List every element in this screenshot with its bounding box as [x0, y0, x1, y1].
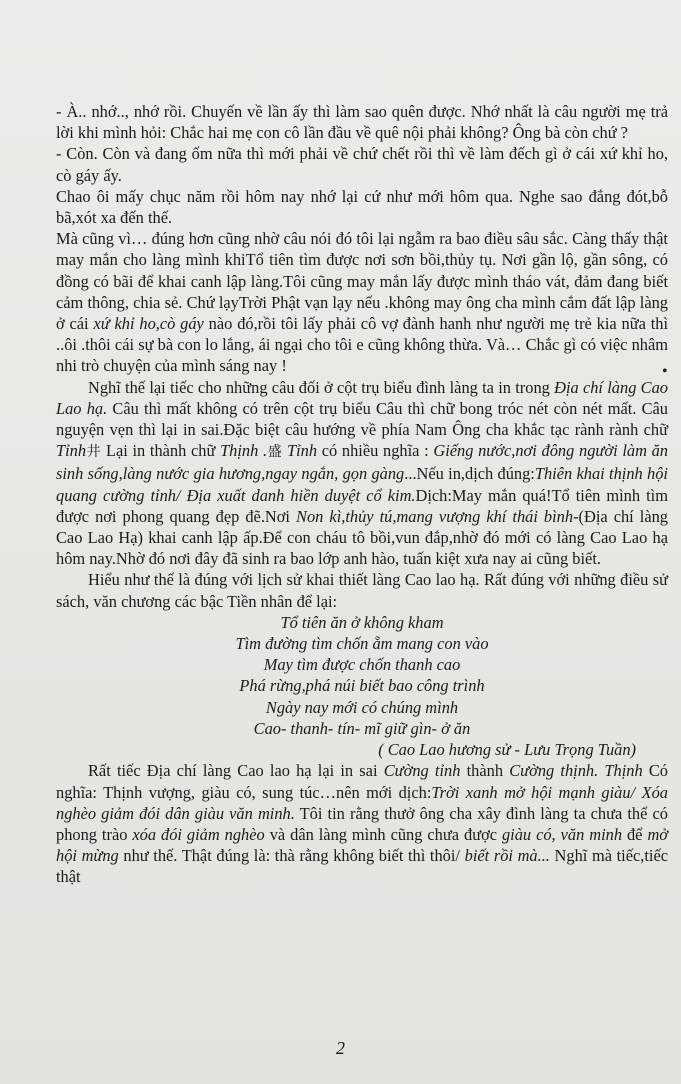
paragraph-4-italic: xứ khỉ ho,cò gáy: [93, 314, 204, 334]
paragraph-4-text-a: Mà cũng vì… đúng hơn cũng nhờ câu nói đó tôi lại ngẫm ra bao điều sâu sắc. Càng thấy thật may mắn cho làng mình khiTổ tiên tìm được nơi sơn bồi,thủy tụ. Nơi gần lộ, gần sông, có đồng có bãi để khai canh lập làng.Tôi cũng may mắn lấy được mình tháo vát, đảm đang biết cảm thông, chia sẻ. Chứ lạyTrời Phật vạn lạy nếu .không may ông cha mình cắm đất lập làng ở cái: [56, 229, 668, 334]
paragraph-7-italic-7: biết rồi mà...: [464, 846, 550, 866]
paragraph-7-italic-1: Cường tỉnh: [383, 761, 461, 781]
paragraph-5-italic-1: Địa chí làng Cao Lao hạ.: [56, 377, 668, 418]
paragraph-4-text-b: nào đó,rồi tôi lấy phải cô vợ đành hanh như người mẹ trẻ kia nữa thì ..ôi .thôi cái sự bà con lo lắng, ái ngại cho tôi e cũng không thừa. Và… Chắc gì có việc nhâm nhi trò chuyện của mình sáng nay !: [56, 314, 668, 376]
page-number: 2: [336, 1038, 345, 1058]
paragraph-5-italic-6: Thiên khai thịnh hội quang cường tỉnh/ Địa xuất danh hiền duyệt cổ kim.: [56, 464, 668, 505]
paragraph-7-italic-5: giàu có, văn minh: [501, 824, 623, 844]
paragraph-3: Chao ôi mấy chục năm rồi hôm nay nhớ lại cứ như mới hôm qua. Nghe sao đắng đót,bỗ bã,xót xa đến thế.: [56, 186, 668, 228]
poem-line: Tổ tiên ăn ở không kham: [280, 612, 444, 632]
paragraph-7-text-f: để: [622, 824, 648, 844]
paragraph-5: [56, 377, 668, 570]
paragraph-7-text-h: Nghĩ mà tiếc,tiếc thật: [56, 846, 669, 887]
poem-line: May tìm được chốn thanh cao: [263, 655, 461, 675]
poem-block: [56, 612, 668, 760]
paragraph-5-italic-2: Tỉnh: [56, 441, 87, 461]
paragraph-2: - Còn. Còn và đang ốm nữa thì mới phải về chứ chết rồi thì về làm đếch gì ở cái xứ khỉ ho, cò gáy ấy.: [56, 144, 668, 185]
paragraph-4: [56, 228, 668, 376]
paragraph-7-italic-4: xóa đói giảm nghèo: [132, 824, 265, 844]
paragraph-5-text-d: có nhiều nghĩa :: [317, 441, 434, 461]
paragraph-5-italic-3: Thịnh .: [220, 441, 268, 461]
paragraph-5-text-a: Nghĩ thế lại tiếc cho những câu đối ở cột trụ biểu đình làng ta in trong: [88, 377, 555, 397]
paragraph-5-text-e: ...Nếu in,dịch đúng:: [404, 464, 535, 484]
paragraph-7-text-e: và dân làng mình cũng chưa được: [264, 824, 502, 844]
poem-line: Ngày nay mới có chúng mình: [265, 697, 459, 717]
poem-attribution: ( Cao Lao hương sử - Lưu Trọng Tuần): [378, 740, 636, 760]
poem-line: Cao- thanh- tín- mĩ giữ gìn- ở ăn: [253, 718, 471, 738]
paragraph-1: - À.. nhớ.., nhớ rồi. Chuyến về lần ấy thì làm sao quên được. Nhớ nhất là câu người mẹ trả lời khi mình hỏi: Chắc hai mẹ con cô lần đầu về quê nội phải không? Ông bà còn chứ ?: [56, 102, 668, 143]
paragraph-5-text-b: Câu thì mất không có trên cột trụ biểu Câu thì chữ bong tróc nét còn nét mất. Câu nguyện vẹn thì lại in sai.Đặc biệt câu hướng về phía Nam Ông cha khắc tạc rành rành chữ: [56, 398, 669, 440]
paragraph-7-italic-6: mở hội mừng: [56, 824, 669, 866]
chinese-character-tinh: 井: [86, 444, 102, 461]
paragraph-7-text-c: Có nghĩa: Thịnh vượng, giàu có, sung túc…nên mới dịch:: [56, 761, 668, 802]
paragraph-7-text-a: Rất tiếc Địa chí làng Cao lao hạ lại in sai: [88, 761, 384, 781]
paragraph-5-italic-4: Tỉnh: [282, 441, 318, 461]
paragraph-5-text-g: -(Địa chí làng Cao Lao Hạ) khai canh lập ấp.Để con cháu tô bồi,vun đắp,nhờ đó mới có làng Cao Lao hạ hôm nay.Nhờ đó nơi đây đã sinh ra bao lớp anh hào, tuấn kiệt xưa nay ai cũng biết.: [56, 506, 668, 569]
paragraph-7-text-b: thành: [460, 761, 510, 781]
paragraph-7-italic-3: Trời xanh mở hội mạnh giàu/ Xóa nghèo giảm đói dân giàu văn minh.: [56, 782, 668, 823]
poem-line: Phá rừng,phá núi biết bao công trình: [239, 676, 485, 696]
paragraph-7-text-g: như thế. Thật đúng là: thà rằng không biết thì thôi/: [118, 846, 465, 866]
paragraph-5-italic-7: Non kì,thủy tú,mang vượng khí thái bình: [296, 506, 574, 526]
margin-mark: •: [662, 363, 668, 380]
document-body: [56, 101, 668, 888]
paragraph-7-text-d: Tôi tin rằng thưở ông cha xây đình làng ta chưa thể có phong trào: [56, 803, 668, 844]
paragraph-7-italic-2: Cường thịnh. Thịnh: [509, 761, 643, 781]
paragraph-6: Hiểu như thế là đúng với lịch sử khai thiết làng Cao lao hạ. Rất đúng với những điều sử sách, văn chương các bậc Tiền nhân để lại:: [56, 570, 668, 611]
paragraph-5-italic-5: Giếng nước,nơi đông người làm ăn sinh sống,làng nước gia hương,ngay ngắn, gọn gàng: [56, 441, 669, 484]
chinese-character-thinh: 盛: [267, 444, 283, 461]
paragraph-7: [56, 760, 668, 887]
paragraph-5-text-f: Dịch:May mắn quá!Tổ tiên mình tìm được nơi phong quang đẹp đẽ.Nơi: [56, 485, 668, 526]
poem-line: Tìm đường tìm chốn ẵm mang con vào: [235, 634, 489, 654]
paragraph-5-text-c: Lại in thành chữ: [101, 441, 221, 461]
